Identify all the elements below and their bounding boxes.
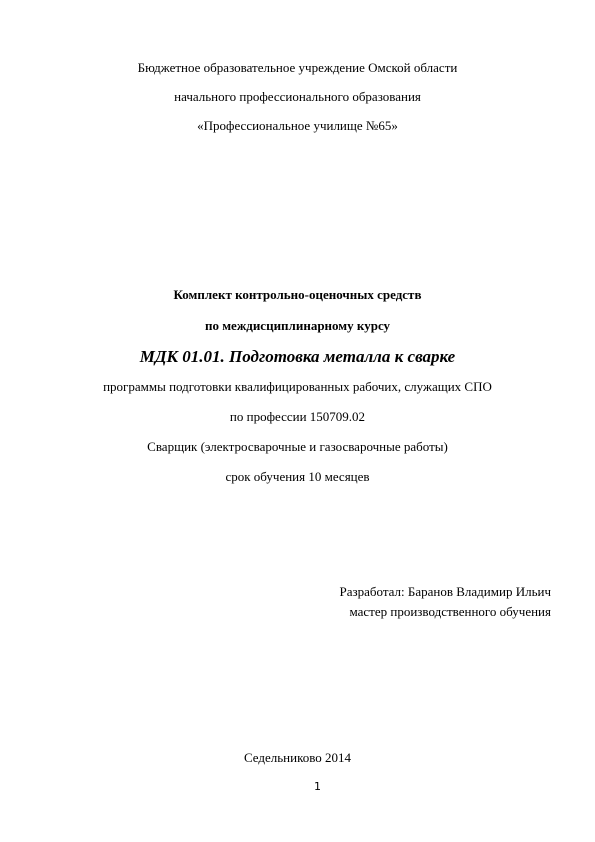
profession-line: по профессии 150709.02 <box>229 409 366 424</box>
document-title: МДК 01.01. Подготовка металла к сварке <box>139 347 456 366</box>
author-position: мастер производственного обучения <box>349 604 551 619</box>
institution-line-2: начального профессионального образования <box>174 89 421 104</box>
author-name: Разработал: Баранов Владимир Ильич <box>339 584 551 599</box>
place-and-year: Седельниково 2014 <box>243 750 352 765</box>
program-line: программы подготовки квалифицированных рабочих, служащих СПО <box>103 379 492 394</box>
heading-assessment-kit: Комплект контрольно-оценочных средств <box>173 287 422 302</box>
heading-course: по междисциплинарному курсу <box>204 318 391 333</box>
page-number: 1 <box>314 780 321 793</box>
institution-line-1: Бюджетное образовательное учреждение Омской области <box>137 60 458 75</box>
institution-line-3: «Профессиональное училище №65» <box>197 118 398 133</box>
duration-line: срок обучения 10 месяцев <box>225 469 370 484</box>
specialty-line: Сварщик (электросварочные и газосварочные работы) <box>147 439 448 454</box>
